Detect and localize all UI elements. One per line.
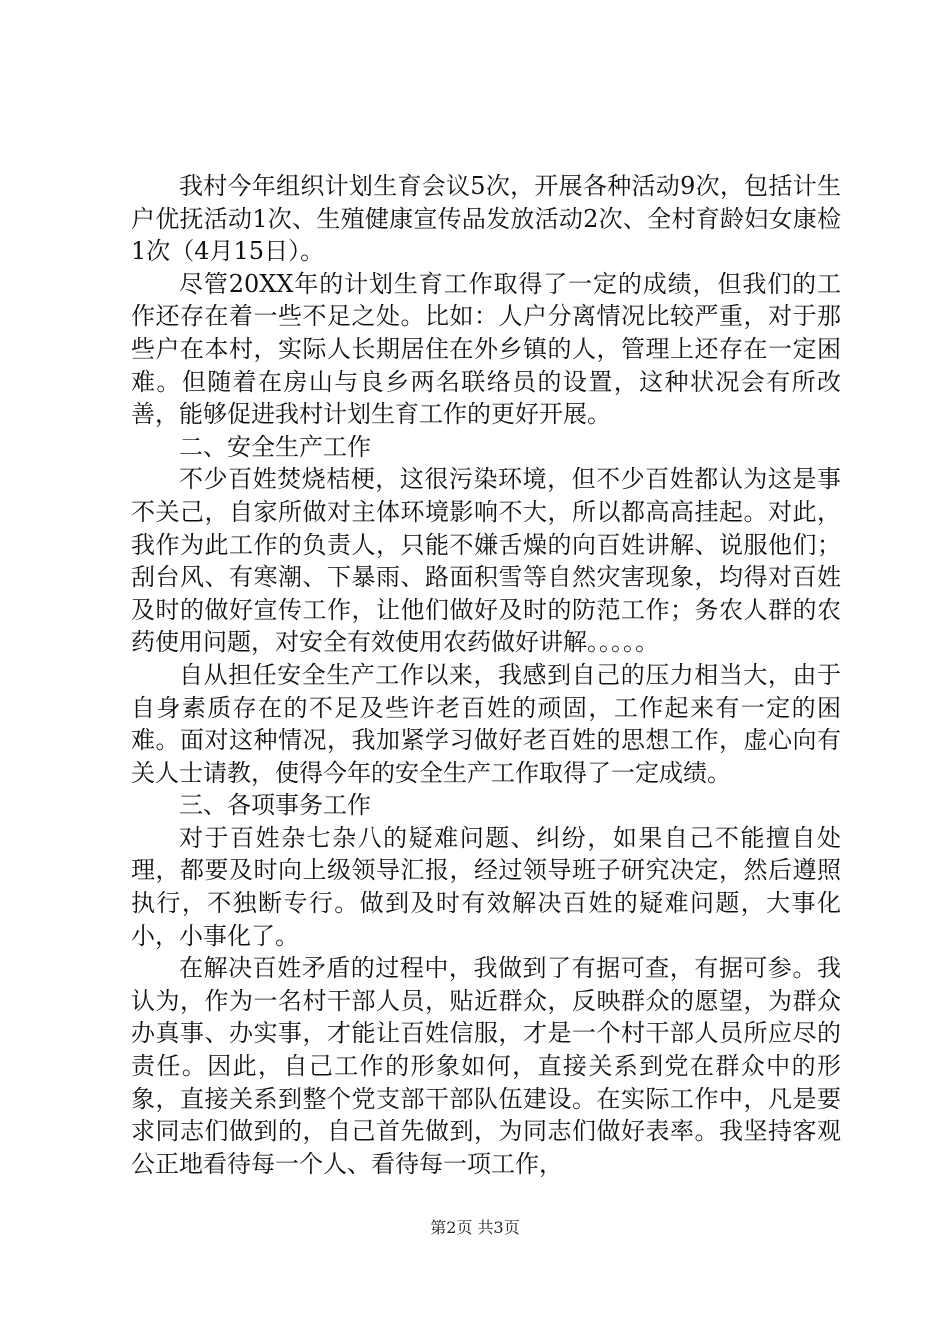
section-heading-safety-production: 二、安全生产工作 [179, 432, 371, 461]
paragraph-safety-burning: 不少百姓焚烧桔梗，这很污染环境，但不少百姓都认为这是事不关己，自家所做对主体环境影响不大，所以都高高挂起。对此，我作为此工作的负责人，只能不嫌舌燥的向百姓讲解、说服他们；刮台风、有寒潮、下暴雨、路面积雪等自然灾害现象，均得对百姓及时的做好宣传工作，让他们做好及时的防范工作；务农人群的农药使用问题，对安全有效使用农药做好讲解。。。。。 [131, 465, 841, 657]
paragraph-affairs-disputes: 对于百姓杂七杂八的疑难问题、纠纷，如果自己不能擅自处理，都要及时向上级领导汇报，经过领导班子研究决定，然后遵照执行，不独断专行。做到及时有效解决百姓的疑难问题，大事化小，小事化了。 [131, 823, 841, 950]
paragraph-safety-pressure: 自从担任安全生产工作以来，我感到自己的压力相当大，由于自身素质存在的不足及些许老百姓的顽固，工作起来有一定的困难。面对这种情况，我加紧学习做好老百姓的思想工作，虚心向有关人士请教，使得今年的安全生产工作取得了一定成绩。 [131, 660, 841, 787]
section-heading-affairs: 三、各项事务工作 [179, 791, 371, 820]
paragraph-family-planning-shortcomings: 尽管20XX年的计划生育工作取得了一定的成绩，但我们的工作还存在着一些不足之处。比如：人户分离情况比较严重，对于那些户在本村，实际人长期居住在外乡镇的人，管理上还存在一定困难。但随着在房山与良乡两名联络员的设置，这种状况会有所改善，能够促进我村计划生育工作的更好开展。 [131, 269, 841, 429]
paragraph-affairs-conflicts: 在解决百姓矛盾的过程中，我做到了有据可查，有据可参。我认为，作为一名村干部人员，贴近群众，反映群众的愿望，为群众办真事、办实事，才能让百姓信服，才是一个村干部人员所应尽的责任。因此，自己工作的形象如何，直接关系到党在群众中的形象，直接关系到整个党支部干部队伍建设。在实际工作中，凡是要求同志们做到的，自己首先做到，为同志们做好表率。我坚持客观公正地看待每一个人、看待每一项工作， [131, 954, 841, 1178]
paragraph-family-planning-activities: 我村今年组织计划生育会议5次，开展各种活动9次，包括计生户优抚活动1次、生殖健康宣传品发放活动2次、全村育龄妇女康检1次（4月15日）。 [131, 172, 841, 266]
page-footer: 第2页 共3页 [430, 1218, 520, 1237]
document-body [131, 170, 841, 1180]
